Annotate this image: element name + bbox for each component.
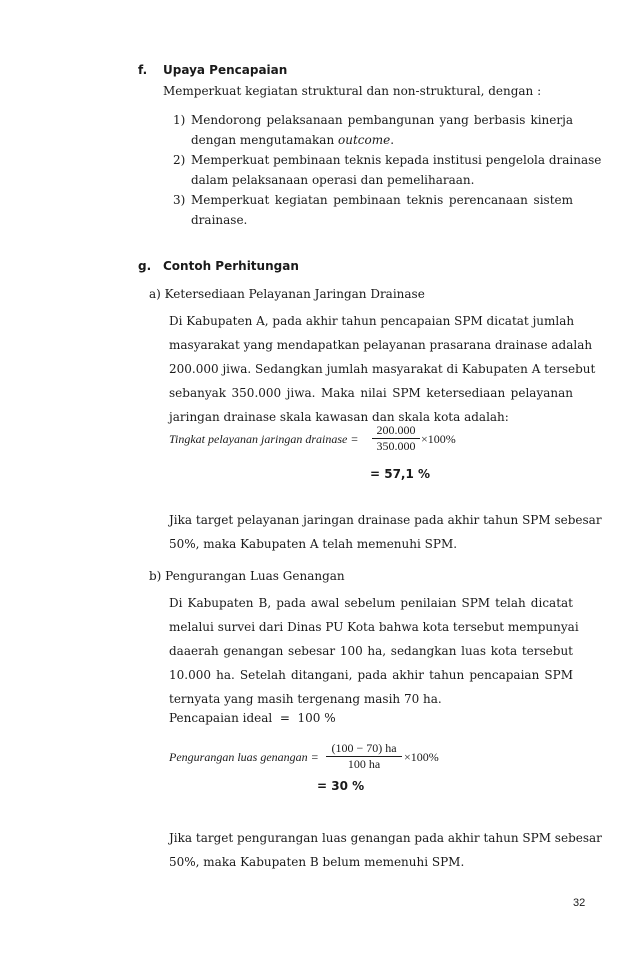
paragraph-line: masyarakat yang mendapatkan pelayanan prasarana drainase adalah — [169, 338, 593, 352]
equation-a-result: = 57,1 % — [370, 467, 431, 481]
list-item-line: drainase. — [191, 213, 248, 227]
equation-a-label: Tingkat pelayanan jaringan drainase = — [169, 432, 359, 446]
section-f-marker: f. — [138, 63, 148, 77]
ideal-achievement: Pencapaian ideal = 100 % — [169, 711, 336, 725]
equation-a-denominator: 350.000 — [376, 439, 416, 453]
section-g-marker: g. — [138, 259, 152, 273]
equation-b-label: Pengurangan luas genangan = — [169, 750, 319, 764]
equation-b-numerator: (100 − 70) ha — [331, 741, 397, 755]
equation-a-numerator: 200.000 — [376, 423, 416, 437]
paragraph-line: daaerah genangan sebesar 100 ha, sedangkan luas kota tersebut — [169, 644, 573, 658]
list-item-number: 1) — [173, 113, 186, 127]
paragraph-line: Jika target pengurangan luas genangan pada akhir tahun SPM sebesar — [169, 831, 602, 845]
section-f-title: Upaya Pencapaian — [163, 63, 288, 77]
section-g-title: Contoh Perhitungan — [163, 259, 299, 273]
paragraph-line: melalui survei dari Dinas PU Kota bahwa kota tersebut mempunyai — [169, 620, 579, 634]
paragraph-line: sebanyak 350.000 jiwa. Maka nilai SPM ketersediaan pelayanan — [169, 386, 573, 400]
list-item-number: 2) — [173, 153, 186, 167]
paragraph-line: 200.000 jiwa. Sedangkan jumlah masyarakat di Kabupaten A tersebut — [169, 362, 596, 376]
list-item — [191, 110, 573, 150]
list-item — [191, 190, 573, 230]
page-number: 32 — [573, 897, 586, 909]
list-item — [191, 150, 602, 190]
list-item-line: Memperkuat kegiatan pembinaan teknis perencanaan sistem — [191, 193, 573, 207]
equation-a-multiplier: ×100% — [421, 432, 456, 446]
paragraph-line: Jika target pelayanan jaringan drainase pada akhir tahun SPM sebesar — [169, 513, 602, 527]
subsection-a-conclusion — [169, 508, 602, 556]
paragraph-line: 10.000 ha. Setelah ditangani, pada akhir tahun pencapaian SPM — [169, 668, 573, 682]
paragraph-line: Di Kabupaten A, pada akhir tahun pencapaian SPM dicatat jumlah — [169, 314, 575, 328]
paragraph-line: 50%, maka Kabupaten A telah memenuhi SPM. — [169, 537, 458, 551]
list-item-line: dalam pelaksanaan operasi dan pemeliharaan. — [191, 173, 475, 187]
paragraph-line: Di Kabupaten B, pada awal sebelum penilaian SPM telah dicatat — [169, 596, 573, 610]
subsection-b-conclusion — [169, 826, 602, 874]
list-item-number: 3) — [173, 193, 186, 207]
paragraph-line: 50%, maka Kabupaten B belum memenuhi SPM. — [169, 855, 465, 869]
paragraph-line: jaringan drainase skala kawasan dan skala kota adalah: — [169, 410, 509, 424]
subsection-a-paragraph — [169, 309, 596, 429]
list-item-line: Mendorong pelaksanaan pembangunan yang berbasis kinerja — [191, 113, 573, 127]
equation-b-multiplier: ×100% — [404, 750, 439, 764]
equation-a-fraction — [372, 423, 420, 454]
list-item-line: Memperkuat pembinaan teknis kepada institusi pengelola drainase — [191, 153, 602, 167]
section-f-intro: Memperkuat kegiatan struktural dan non-struktural, dengan : — [163, 84, 542, 98]
paragraph-line: ternyata yang masih tergenang masih 70 ha. — [169, 692, 442, 706]
equation-b-fraction — [326, 741, 402, 772]
subsection-a-title: a) Ketersediaan Pelayanan Jaringan Drainase — [149, 287, 425, 301]
subsection-b-paragraph — [169, 591, 579, 711]
list-item-line: dengan mengutamakan outcome. — [191, 133, 395, 147]
equation-b-denominator: 100 ha — [347, 757, 381, 771]
equation-b-result: = 30 % — [317, 779, 365, 793]
subsection-b-title: b) Pengurangan Luas Genangan — [149, 569, 345, 583]
